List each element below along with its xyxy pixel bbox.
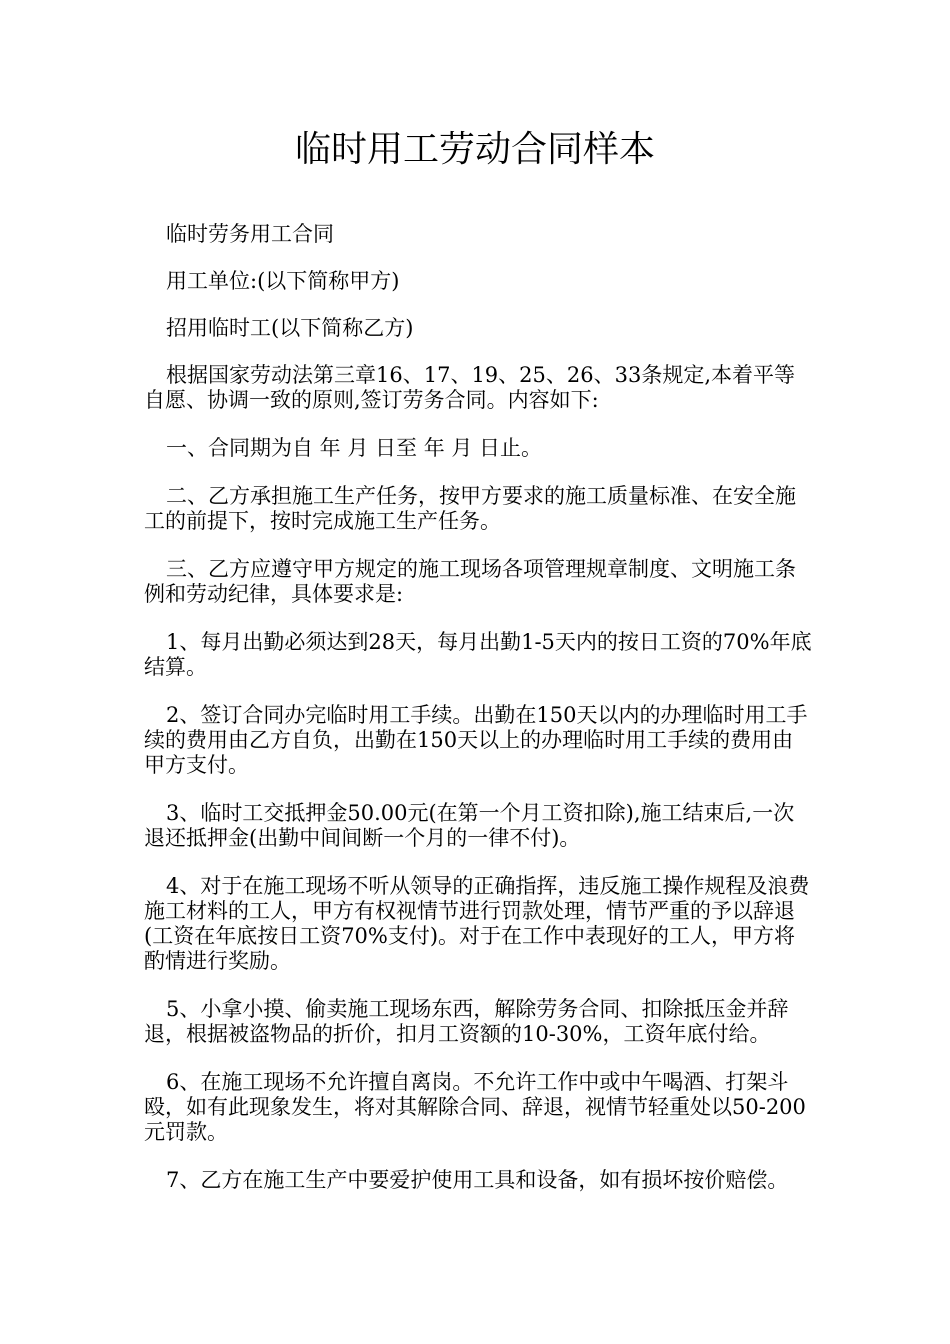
paragraph-item-1: 1、每月出勤必须达到28天，每月出勤1-5天内的按日工资的70%年底结算。 (144, 630, 812, 679)
document-title: 临时用工劳动合同样本 (294, 129, 655, 170)
paragraph-item-7: 7、乙方在施工生产中要爱护使用工具和设备，如有损坏按价赔偿。 (166, 1168, 789, 1192)
paragraph-preamble: 根据国家劳动法第三章16、17、19、25、26、33条规定,本着平等自愿、协调一致的原则,签订劳务合同。内容如下: (144, 363, 796, 412)
paragraph-clause-1: 一、合同期为自 年 月 日至 年 月 日止。 (166, 436, 543, 460)
paragraph-item-6: 6、在施工现场不允许擅自离岗。不允许工作中或中午喝酒、打架斗殴，如有此现象发生，将对其解除合同、辞退，视情节轻重处以50-200元罚款。 (144, 1070, 806, 1144)
document-body (144, 222, 814, 1216)
paragraph-item-2: 2、签订合同办完临时用工手续。出勤在150天以内的办理临时用工手续的费用由乙方自负，出勤在150天以上的办理临时用工手续的费用由甲方支付。 (144, 703, 808, 777)
paragraph-employee: 招用临时工(以下简称乙方) (166, 316, 414, 340)
paragraph-clause-3: 三、乙方应遵守甲方规定的施工现场各项管理规章制度、文明施工条例和劳动纪律，具体要求是: (144, 557, 796, 606)
paragraph-item-4: 4、对于在施工现场不听从领导的正确指挥，违反施工操作规程及浪费施工材料的工人，甲方有权视情节进行罚款处理，情节严重的予以辞退(工资在年底按日工资70%支付)。对于在工作中表现好的工人，甲方将酌情进行奖励。 (144, 874, 810, 973)
paragraph-clause-2: 二、乙方承担施工生产任务，按甲方要求的施工质量标准、在安全施工的前提下，按时完成施工生产任务。 (144, 484, 796, 533)
paragraph-item-3: 3、临时工交抵押金50.00元(在第一个月工资扣除),施工结束后,一次退还抵押金(出勤中间间断一个月的一律不付)。 (144, 801, 795, 850)
paragraph-item-5: 5、小拿小摸、偷卖施工现场东西，解除劳务合同、扣除抵压金并辞退，根据被盗物品的折价，扣月工资额的10-30%，工资年底付给。 (144, 997, 789, 1046)
paragraph-contract-type: 临时劳务用工合同 (166, 222, 334, 246)
paragraph-employer: 用工单位:(以下简称甲方) (166, 269, 400, 293)
